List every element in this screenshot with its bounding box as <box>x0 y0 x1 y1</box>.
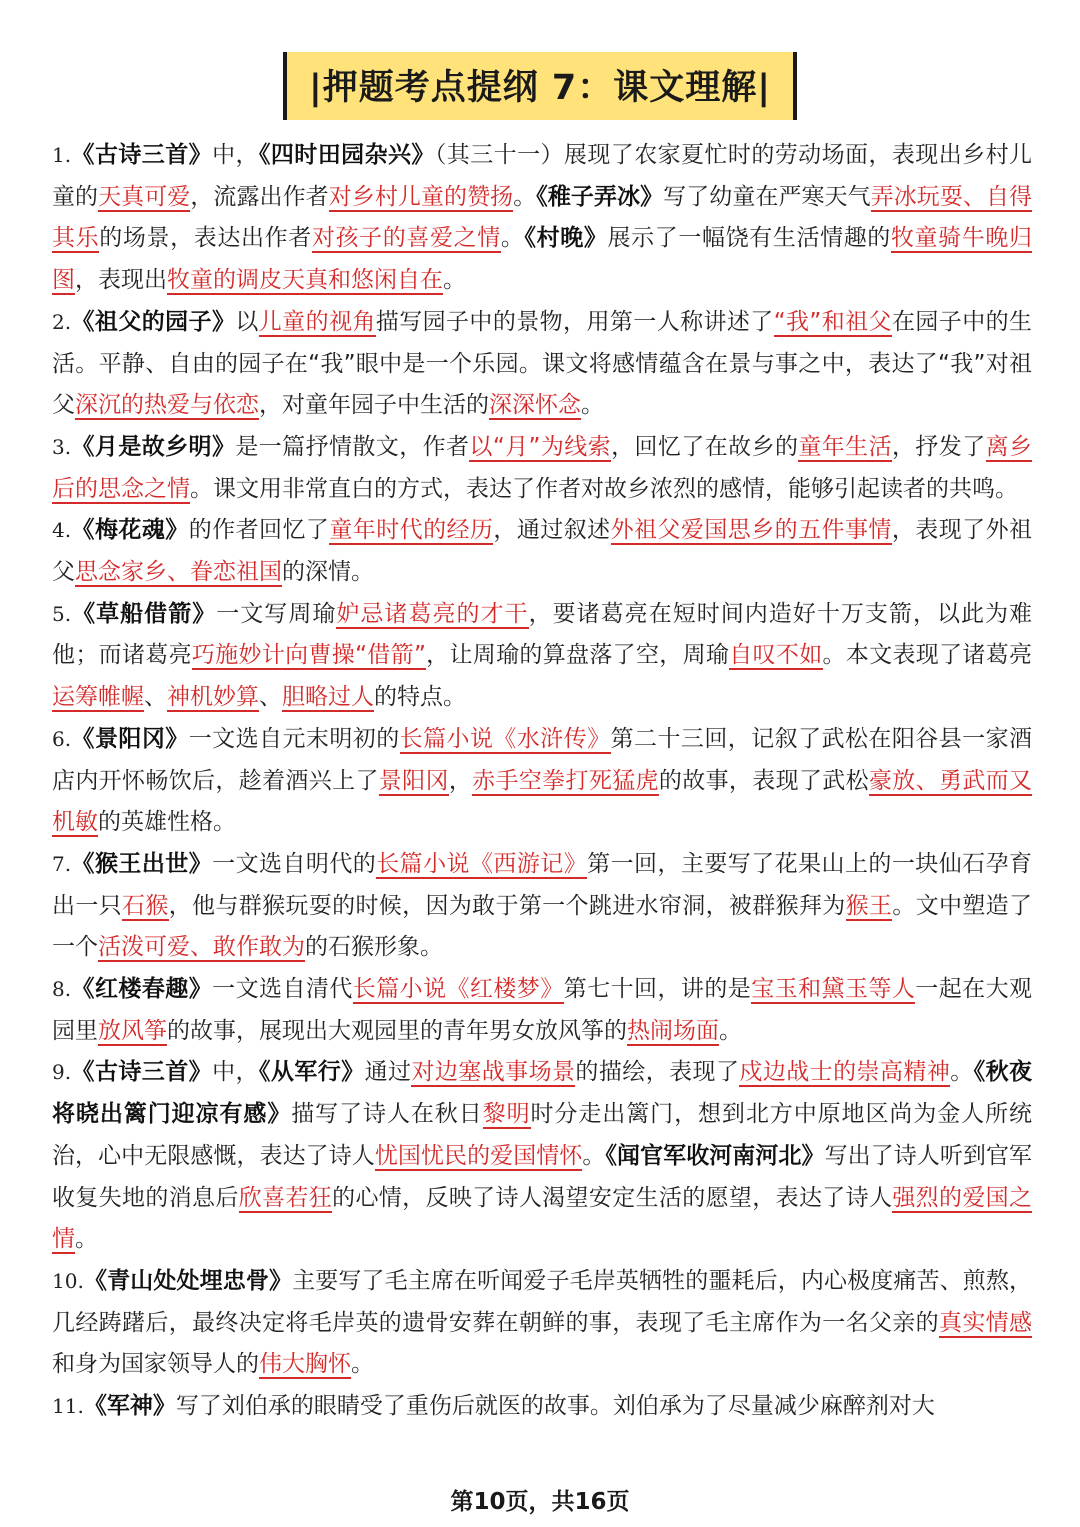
key-phrase: 以“月”为线索 <box>469 433 612 460</box>
body-text: 。 <box>581 392 604 419</box>
body-text: ，表现出 <box>75 267 167 294</box>
outline-item <box>52 594 1032 719</box>
key-phrase: 长篇小说《水浒传》 <box>399 725 611 752</box>
item-number: 3. <box>52 434 72 459</box>
key-phrase: 儿童的视角 <box>258 308 376 335</box>
key-phrase: 景阳冈 <box>378 767 449 794</box>
body-text: 。 <box>75 1226 98 1253</box>
body-text: 的英雄性格。 <box>98 809 236 836</box>
body-text: （其三十一）展现了农家夏忙时的劳动场面，表现出乡村儿童的 <box>52 142 1033 210</box>
body-text: 一文选自明代的 <box>212 850 377 877</box>
key-phrase: 强烈的爱国之情 <box>52 1184 1033 1253</box>
page-number: 第10页，共16页 <box>450 1489 630 1515</box>
text-title: 《红楼春趣》 <box>71 976 213 1003</box>
key-phrase: 运筹帷幄 <box>52 684 144 711</box>
body-text: 一起在大观园里 <box>52 976 1033 1044</box>
text-title: 《古诗三首》 <box>71 1059 213 1086</box>
text-title: 《稚子弄冰》 <box>536 183 664 210</box>
body-text: 一文写周瑜 <box>216 600 337 627</box>
key-phrase: 童年生活 <box>798 433 892 460</box>
body-text: ，表现了外祖父 <box>52 517 1033 586</box>
body-text: 展示了一幅饶有生活情趣的 <box>607 225 891 252</box>
text-title: 《军神》 <box>83 1393 176 1420</box>
item-number: 4. <box>52 518 72 543</box>
body-text: 写了幼童在严寒天气 <box>663 183 871 210</box>
body-text: 。 <box>351 1351 374 1378</box>
body-text: 。 <box>513 183 537 210</box>
key-phrase: 对乡村儿童的赞扬 <box>328 183 514 210</box>
key-phrase: 深沉的热爱与依恋 <box>75 392 259 419</box>
outline-body <box>52 135 1032 1428</box>
body-text: 和身为国家领导人的 <box>52 1351 259 1378</box>
key-phrase: 豪放、勇武而又机敏 <box>52 767 1033 836</box>
item-number: 11. <box>52 1394 84 1419</box>
body-text: 一文选自清代 <box>212 976 353 1003</box>
body-text: ，要诸葛亮在短时间内造好十万支箭，以此为难他；而诸葛亮 <box>52 600 1033 669</box>
item-number: 1. <box>52 143 72 167</box>
body-text: 的深情。 <box>282 559 374 586</box>
outline-item <box>52 135 1032 302</box>
text-title: 《猴王出世》 <box>71 850 213 877</box>
body-text: 的故事，展现出大观园里的青年男女放风筝的 <box>167 1017 627 1044</box>
body-text: 第一回，主要写了花果山上的一块仙石孕育出一只 <box>52 850 1033 919</box>
outline-item <box>52 510 1032 593</box>
text-title: 《青山处处埋忠骨》 <box>83 1267 293 1294</box>
key-phrase: “我”和祖父 <box>773 308 892 335</box>
key-phrase: 对边塞战事场景 <box>411 1059 576 1086</box>
outline-item <box>52 1386 1032 1428</box>
body-text: 。 <box>582 1142 606 1169</box>
body-text: 主要写了毛主席在听闻爱子毛岸英牺牲的噩耗后，内心极度痛苦、煎熬，几经踌躇后，最终决定将毛岸英的遗骨安葬在朝鲜的事，表现了毛主席作为一名父亲的 <box>52 1267 1033 1336</box>
item-number: 2. <box>52 309 72 334</box>
body-text: 通过 <box>364 1059 412 1086</box>
body-text: 在园子中的生活。平静、自由的园子在“我”眼中是一个乐园。课文将感情蕴含在景与事之中，表达了“我”对祖父 <box>52 308 1032 419</box>
body-text: 。课文用非常直白的方式，表达了作者对故乡浓烈的感情，能够引起读者的共鸣。 <box>190 475 1018 502</box>
text-title: 《古诗三首》 <box>71 142 213 168</box>
body-text: 、 <box>259 684 282 711</box>
body-text: 。 <box>950 1059 974 1086</box>
body-text: ， <box>448 767 473 794</box>
key-phrase: 神机妙算 <box>167 684 259 711</box>
key-phrase: 深深怀念 <box>489 392 581 419</box>
body-text: 、 <box>144 684 167 711</box>
item-number: 9. <box>52 1060 72 1085</box>
outline-item <box>52 427 1032 510</box>
key-phrase: 离乡后的思念之情 <box>52 433 1032 502</box>
key-phrase: 胆略过人 <box>282 684 374 711</box>
text-title: 《梅花魂》 <box>71 517 189 544</box>
outline-item <box>52 1261 1032 1386</box>
key-phrase: 黎明 <box>482 1101 531 1128</box>
key-phrase: 热闹场面 <box>627 1017 719 1044</box>
body-text: 的故事，表现了武松 <box>658 767 869 794</box>
outline-item <box>52 302 1032 427</box>
outline-item <box>52 1052 1032 1261</box>
body-text: 写出了诗人听到官军收复失地的消息后 <box>52 1142 1033 1211</box>
text-title: 《草船借箭》 <box>71 600 217 627</box>
body-text: ，回忆了在故乡的 <box>611 433 799 460</box>
body-text: 的心情，反映了诗人渴望安定生活的愿望，表达了诗人 <box>332 1184 893 1211</box>
body-text: 一文选自元末明初的 <box>188 725 400 752</box>
text-title: 《祖父的园子》 <box>71 308 236 335</box>
key-phrase: 赤手空拳打死猛虎 <box>472 767 659 794</box>
body-text: 的石猴形象。 <box>305 934 443 961</box>
body-text: 的场景，表达出作者 <box>99 225 312 252</box>
key-phrase: 弄冰玩耍、自得其乐 <box>52 183 1033 252</box>
text-title: 《四时田园杂兴》 <box>258 142 435 168</box>
key-phrase: 童年时代的经历 <box>329 517 494 544</box>
body-text: ，通过叙述 <box>493 517 611 544</box>
key-phrase: 戍边战士的崇高精神 <box>739 1059 951 1086</box>
key-phrase: 欣喜若狂 <box>238 1184 333 1211</box>
body-text: 。 <box>443 267 466 294</box>
key-phrase: 真实情感 <box>938 1309 1033 1336</box>
key-phrase: 忧国忧民的爱国情怀 <box>374 1142 583 1169</box>
page-title: |押题考点提纲 7：课文理解| <box>283 52 797 120</box>
body-text: 写了刘伯承的眼睛受了重伤后就医的故事。刘伯承为了尽量减少麻醉剂对大 <box>175 1393 935 1420</box>
key-phrase: 牧童骑牛晚归图 <box>52 225 1033 294</box>
key-phrase: 妒忌诸葛亮的才干 <box>336 600 529 627</box>
body-text: ，抒发了 <box>891 433 986 460</box>
body-text: ，他与群猴玩耍的时候，因为敢于第一个跳进水帘洞，被群猴拜为 <box>168 892 846 919</box>
key-phrase: 伟大胸怀 <box>259 1351 351 1378</box>
body-text: 。 <box>719 1017 742 1044</box>
body-text: 的描绘，表现了 <box>575 1059 740 1086</box>
item-number: 8. <box>52 977 72 1002</box>
text-title: 《秋夜将晓出篱门迎凉有感》 <box>52 1059 1033 1128</box>
body-text: 描写园子中的景物，用第一人称讲述了 <box>375 308 774 335</box>
body-text: 。本文表现了诸葛亮 <box>822 642 1033 669</box>
body-text: 第七十回，讲的是 <box>563 976 752 1003</box>
key-phrase: 长篇小说《西游记》 <box>376 850 588 877</box>
key-phrase: 对孩子的喜爱之情 <box>311 225 501 252</box>
key-phrase: 石猴 <box>122 892 169 919</box>
key-phrase: 自叹不如 <box>729 642 823 669</box>
key-phrase: 外祖父爱国思乡的五件事情 <box>610 517 892 544</box>
body-text: 以 <box>235 308 259 335</box>
outline-item <box>52 719 1032 844</box>
body-text: 时分走出篱门，想到北方中原地区尚为金人所统治，心中无限感慨，表达了诗人 <box>52 1101 1033 1169</box>
text-title: 《从军行》 <box>258 1059 365 1086</box>
body-text: 中， <box>212 142 259 168</box>
body-text: 是一篇抒情散文，作者 <box>235 433 470 460</box>
key-phrase: 活泼可爱、敢作敢为 <box>98 934 305 961</box>
text-title: 《村晚》 <box>524 225 608 252</box>
key-phrase: 天真可爱 <box>98 183 191 210</box>
body-text: ，流露出作者 <box>190 183 329 210</box>
body-text: 描写了诗人在秋日 <box>291 1101 483 1128</box>
text-title: 《闻官军收河南河北》 <box>605 1142 825 1169</box>
body-text: 中， <box>212 1059 259 1086</box>
key-phrase: 猴王 <box>845 892 893 919</box>
key-phrase: 宝玉和黛玉等人 <box>751 976 916 1003</box>
text-title: 《月是故乡明》 <box>71 433 236 460</box>
item-number: 7. <box>52 851 72 876</box>
title-banner <box>0 52 1080 120</box>
item-number: 10. <box>52 1268 84 1293</box>
body-text: ，让周瑜的算盘落了空，周瑜 <box>425 642 730 669</box>
body-text: 的特点。 <box>374 684 466 711</box>
item-number: 5. <box>52 601 72 626</box>
body-text: 的作者回忆了 <box>188 517 330 544</box>
item-number: 6. <box>52 726 72 751</box>
key-phrase: 牧童的调皮天真和悠闲自在 <box>167 267 443 294</box>
text-title: 《景阳冈》 <box>71 725 189 752</box>
key-phrase: 放风筝 <box>98 1017 167 1044</box>
body-text: 。 <box>500 225 525 252</box>
key-phrase: 思念家乡、眷恋祖国 <box>75 559 282 586</box>
outline-item <box>52 844 1032 969</box>
body-text: ，对童年园子中生活的 <box>259 392 489 419</box>
key-phrase: 长篇小说《红楼梦》 <box>352 976 564 1003</box>
body-text: 。文中塑造了一个 <box>52 892 1033 961</box>
key-phrase: 巧施妙计向曹操“借箭” <box>191 642 426 669</box>
body-text: 第二十三回，记叙了武松在阳谷县一家酒店内开怀畅饮后，趁着酒兴上了 <box>52 725 1033 794</box>
outline-item <box>52 969 1032 1052</box>
